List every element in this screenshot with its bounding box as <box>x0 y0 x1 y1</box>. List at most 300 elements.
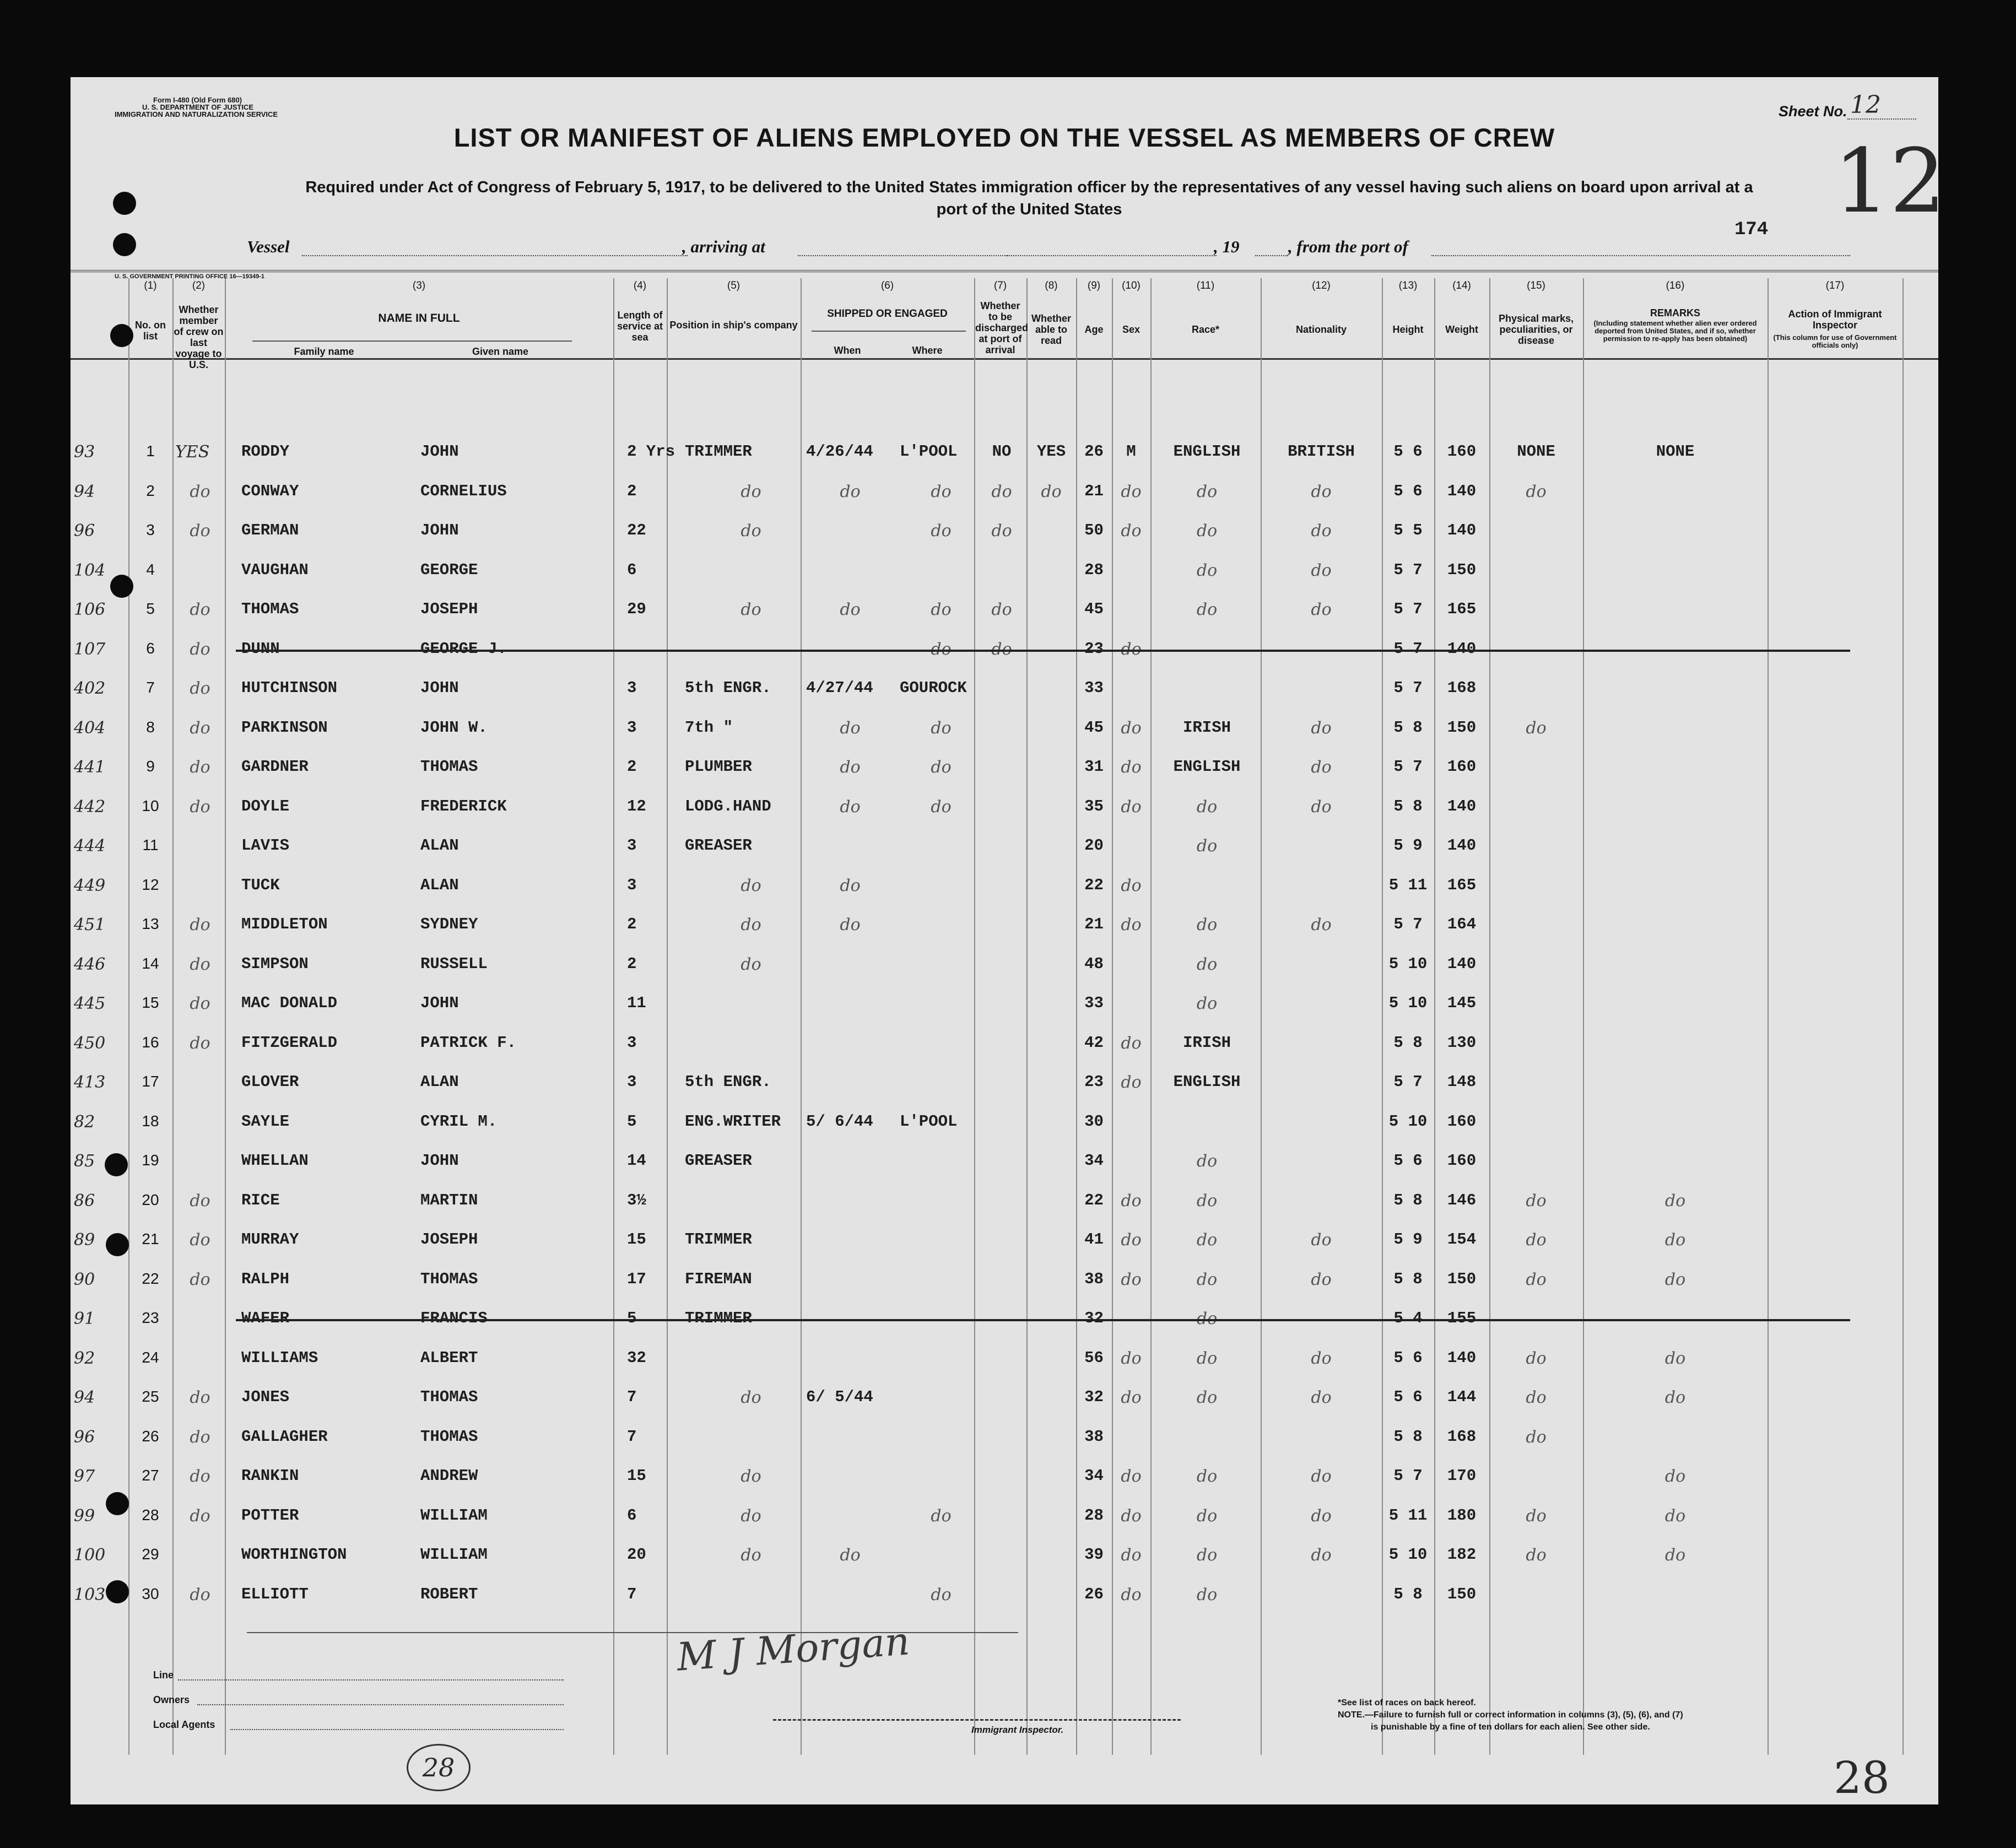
given-name: SYDNEY <box>420 915 478 933</box>
list-number: 23 <box>142 1309 159 1326</box>
race: do <box>1196 1309 1218 1328</box>
position: TRIMMER <box>685 1309 752 1327</box>
race: do <box>1196 1546 1218 1565</box>
col-num-14: (14) <box>1452 280 1471 291</box>
service-length: 2 <box>627 915 637 933</box>
service-length: 3 <box>627 1033 637 1052</box>
punch-hole <box>113 233 136 256</box>
weight: 165 <box>1447 876 1477 894</box>
sex: do <box>1121 1230 1142 1250</box>
form-title: LIST OR MANIFEST OF ALIENS EMPLOYED ON THE VESSEL AS MEMBERS OF CREW <box>453 123 1555 152</box>
family-name: WAFER <box>241 1309 290 1327</box>
family-name: WHELLAN <box>241 1152 309 1170</box>
given-name: FRANCIS <box>420 1309 488 1327</box>
race: do <box>1196 1230 1218 1250</box>
subtitle-line-1: Required under Act of Congress of February 5, 1917, to be delivered to the United States immigration officer by the representatives of any vessel having such aliens on board upon arrival at a <box>305 179 1753 196</box>
age: 20 <box>1084 836 1104 855</box>
physical-marks: do <box>1526 718 1547 738</box>
position: PLUMBER <box>685 758 752 776</box>
crew-row <box>71 714 1938 753</box>
from-port-label: , from the port of <box>1288 237 1408 256</box>
big-sheet-number: 12 <box>1834 129 1946 233</box>
height: 5 8 <box>1393 1585 1423 1603</box>
position: 5th ENGR. <box>685 679 771 697</box>
nationality: do <box>1311 1467 1332 1486</box>
service-length: 12 <box>627 797 646 815</box>
nationality: do <box>1311 1388 1332 1407</box>
col-label-position: Position in ship's company <box>669 320 798 331</box>
family-name: WILLIAMS <box>241 1348 318 1367</box>
manifest-number: 442 <box>74 797 106 817</box>
shipped-where: do <box>931 758 952 777</box>
crew-row <box>71 438 1938 477</box>
col-num-8: (8) <box>1045 280 1058 291</box>
family-name: GALLAGHER <box>241 1427 328 1446</box>
list-number: 4 <box>146 560 155 578</box>
sex: do <box>1121 915 1142 934</box>
service-length: 5 <box>627 1309 637 1327</box>
crew-row <box>71 950 1938 989</box>
nationality: do <box>1311 521 1332 541</box>
given-name: JOHN <box>420 679 459 697</box>
given-name-header: Given name <box>472 346 529 357</box>
discharged: NO <box>992 442 1012 461</box>
position: GREASER <box>685 836 752 855</box>
nationality: do <box>1311 1506 1332 1526</box>
height: 5 6 <box>1393 482 1423 500</box>
weight: 144 <box>1447 1388 1477 1406</box>
form-id: Form I-480 (Old Form 680) <box>153 96 242 104</box>
col-label-name: NAME IN FULL <box>378 312 460 325</box>
physical-marks: do <box>1526 1348 1547 1368</box>
service-length: 7 <box>627 1388 637 1406</box>
prev-voyage: do <box>190 1585 210 1604</box>
height: 5 6 <box>1393 1348 1423 1367</box>
weight: 146 <box>1447 1191 1477 1209</box>
crew-row <box>71 1581 1938 1619</box>
sheet-number: 12 <box>1850 91 1881 119</box>
physical-marks: do <box>1526 1427 1547 1447</box>
family-name: FITZGERALD <box>241 1033 338 1052</box>
sex: do <box>1121 1467 1142 1486</box>
family-name: DUNN <box>241 639 280 658</box>
list-number: 26 <box>142 1427 159 1445</box>
service-length: 3 <box>627 1073 637 1091</box>
crew-row <box>71 1541 1938 1580</box>
manifest-number: 85 <box>74 1152 95 1171</box>
race: ENGLISH <box>1173 1073 1241 1091</box>
weight: 140 <box>1447 521 1477 539</box>
department: U. S. DEPARTMENT OF JUSTICE <box>142 103 253 111</box>
family-name: PARKINSON <box>241 718 328 737</box>
col-num-6: (6) <box>880 280 894 291</box>
vessel-label: Vessel <box>247 237 290 256</box>
line-field[interactable] <box>178 1679 564 1681</box>
race: do <box>1196 1348 1218 1368</box>
col-num-1: (1) <box>144 280 157 291</box>
sex: do <box>1121 718 1142 738</box>
manifest-number: 89 <box>74 1230 95 1250</box>
col-label-action: Action of Immigrant Inspector <box>1788 309 1882 331</box>
local-agents-field[interactable] <box>230 1729 564 1730</box>
crew-row <box>71 990 1938 1028</box>
given-name: JOHN <box>420 442 459 461</box>
col-label-nationality: Nationality <box>1295 324 1347 335</box>
col-label-age: Age <box>1084 324 1104 335</box>
punch-hole <box>106 1233 129 1256</box>
race: do <box>1196 797 1218 817</box>
service-length: 5 <box>627 1112 637 1131</box>
shipped-when: 6/ 5/44 <box>806 1388 873 1406</box>
races-note: *See list of races on back hereof. <box>1338 1698 1476 1707</box>
weight: 140 <box>1447 797 1477 815</box>
subtitle-line-2: port of the United States <box>936 201 1122 218</box>
height: 5 7 <box>1393 639 1423 658</box>
service-length: 3 <box>627 718 637 737</box>
where-header: Where <box>912 345 943 356</box>
inspector-label: Immigrant Inspector. <box>971 1725 1064 1735</box>
arriving-field[interactable] <box>798 255 1007 256</box>
manifest-number: 444 <box>74 836 106 856</box>
crew-row <box>71 1305 1938 1343</box>
physical-marks: do <box>1526 1191 1547 1211</box>
sex: M <box>1126 442 1136 461</box>
weight: 150 <box>1447 560 1477 579</box>
crew-row <box>71 556 1938 595</box>
height: 5 7 <box>1393 1073 1423 1091</box>
given-name: WILLIAM <box>420 1506 488 1525</box>
prev-voyage: do <box>190 954 210 974</box>
manifest-number: 445 <box>74 994 106 1013</box>
weight: 180 <box>1447 1506 1477 1525</box>
arriving-field-2[interactable] <box>1007 255 1217 256</box>
given-name: THOMAS <box>420 1388 478 1406</box>
list-number: 5 <box>146 600 155 617</box>
weight: 148 <box>1447 1073 1477 1091</box>
height: 5 11 <box>1388 1506 1428 1525</box>
crew-row <box>71 793 1938 831</box>
position: do <box>741 521 761 541</box>
race: do <box>1196 1467 1218 1486</box>
col-num-12: (12) <box>1312 280 1331 291</box>
list-number: 13 <box>142 915 159 932</box>
weight: 140 <box>1447 954 1477 973</box>
service-length: 22 <box>627 521 646 539</box>
manifest-number: 94 <box>74 1388 95 1407</box>
position: FIREMAN <box>685 1269 752 1288</box>
family-name: TUCK <box>241 876 280 894</box>
given-name: JOHN <box>420 994 459 1012</box>
year-field[interactable] <box>1255 255 1288 256</box>
shipped-when: 4/27/44 <box>806 679 873 697</box>
weight: 150 <box>1447 1269 1477 1288</box>
service-length: 2 <box>627 482 637 500</box>
form-id-block <box>115 96 278 118</box>
weight: 164 <box>1447 915 1477 933</box>
position: LODG.HAND <box>685 797 771 815</box>
family-name: ELLIOTT <box>241 1585 309 1603</box>
manifest-sheet <box>71 77 1946 1804</box>
shipped-where: do <box>931 639 952 659</box>
family-name: RODDY <box>241 442 290 461</box>
family-name-header: Family name <box>294 346 354 357</box>
service-length: 6 <box>627 1506 637 1525</box>
sex: do <box>1121 1073 1142 1092</box>
col-num-17: (17) <box>1825 280 1845 291</box>
physical-marks: do <box>1526 1506 1547 1526</box>
crew-row <box>71 1502 1938 1541</box>
height: 5 7 <box>1393 679 1423 697</box>
age: 32 <box>1084 1388 1104 1406</box>
shipped-where: L'POOL <box>900 1112 958 1131</box>
service-length: 29 <box>627 600 646 618</box>
crew-row <box>71 517 1938 555</box>
prev-voyage: do <box>190 482 210 501</box>
given-name: ROBERT <box>420 1585 478 1603</box>
punch-hole <box>110 575 133 598</box>
age: 23 <box>1084 1073 1104 1091</box>
position: TRIMMER <box>685 1230 752 1249</box>
weight: 154 <box>1447 1230 1477 1249</box>
race: IRISH <box>1182 1033 1231 1052</box>
prev-voyage: do <box>190 1467 210 1486</box>
sex: do <box>1121 1388 1142 1407</box>
nationality: do <box>1311 1269 1332 1289</box>
weight: 150 <box>1447 718 1477 737</box>
manifest-number: 449 <box>74 876 106 895</box>
age: 28 <box>1084 1506 1104 1525</box>
col-label-discharged: Whether to be discharged at port of arrival <box>975 300 1029 355</box>
remarks-note: (Including statement whether alien ever ordered deported from United States, and if so, whether permission to re-apply has been obtained) <box>1593 319 1757 343</box>
age: 39 <box>1084 1546 1104 1564</box>
sex: do <box>1121 482 1142 501</box>
sex: do <box>1121 797 1142 817</box>
col-num-4: (4) <box>633 280 647 291</box>
when-header: When <box>834 345 861 356</box>
strike-through-line <box>236 650 1850 652</box>
vessel-field[interactable] <box>302 255 688 256</box>
col-label-sex: Sex <box>1122 324 1141 335</box>
family-name: CONWAY <box>241 482 299 500</box>
remarks: do <box>1664 1230 1686 1250</box>
service-length: 2 <box>627 954 637 973</box>
nationality: do <box>1311 482 1332 501</box>
height: 5 5 <box>1393 521 1423 539</box>
crew-row <box>71 1108 1938 1147</box>
service-length: 2 <box>627 758 637 776</box>
service-length: 3 <box>627 836 637 855</box>
race: do <box>1196 1269 1218 1289</box>
race: do <box>1196 482 1218 501</box>
age: 21 <box>1084 482 1104 500</box>
age: 34 <box>1084 1152 1104 1170</box>
physical-marks: do <box>1526 1388 1547 1407</box>
nationality: do <box>1311 718 1332 738</box>
remarks: NONE <box>1656 442 1695 461</box>
manifest-number: 90 <box>74 1269 95 1289</box>
col-num-3: (3) <box>412 280 426 291</box>
height: 5 4 <box>1393 1309 1423 1327</box>
given-name: ALAN <box>420 1073 459 1091</box>
age: 35 <box>1084 797 1104 815</box>
weight: 182 <box>1447 1546 1477 1564</box>
list-number: 9 <box>146 758 155 775</box>
shipped-when: do <box>840 758 861 777</box>
height: 5 7 <box>1393 915 1423 933</box>
col-label-remarks: REMARKS <box>1650 307 1700 318</box>
prev-voyage: do <box>190 1269 210 1289</box>
age: 28 <box>1084 560 1104 579</box>
col-label-shipped: SHIPPED OR ENGAGED <box>827 308 948 320</box>
crew-row <box>71 478 1938 516</box>
prev-voyage: YES <box>175 442 210 462</box>
given-name: GEORGE J. <box>420 639 507 658</box>
height: 5 10 <box>1388 994 1428 1012</box>
sex: do <box>1121 521 1142 541</box>
given-name: THOMAS <box>420 1269 478 1288</box>
remarks: do <box>1664 1191 1686 1211</box>
punch-hole <box>110 324 133 347</box>
col-num-11: (11) <box>1196 280 1215 291</box>
age: 38 <box>1084 1427 1104 1446</box>
list-number: 25 <box>142 1388 159 1405</box>
race: do <box>1196 915 1218 934</box>
shipped-where: do <box>931 600 952 619</box>
age: 22 <box>1084 876 1104 894</box>
given-name: RUSSELL <box>420 954 488 973</box>
remarks: do <box>1664 1348 1686 1368</box>
punch-hole <box>106 1492 129 1515</box>
prev-voyage: do <box>190 1230 210 1250</box>
manifest-number: 413 <box>74 1073 106 1092</box>
given-name: ALBERT <box>420 1348 478 1367</box>
sex: do <box>1121 1191 1142 1211</box>
printing-office: U. S. GOVERNMENT PRINTING OFFICE 16—19349-1 <box>115 273 265 280</box>
height: 5 7 <box>1393 600 1423 618</box>
list-number: 12 <box>142 876 159 893</box>
family-name: JONES <box>241 1388 290 1406</box>
list-number: 21 <box>142 1230 159 1247</box>
corner-page-number: 28 <box>1834 1752 1890 1803</box>
height: 5 9 <box>1393 1230 1423 1249</box>
col-label-weight: Weight <box>1445 324 1478 335</box>
discharged: do <box>991 521 1012 541</box>
inspector-line[interactable] <box>773 1719 1181 1721</box>
sheet-number-line <box>1847 118 1916 120</box>
position: do <box>741 482 761 501</box>
list-number: 29 <box>142 1546 159 1563</box>
age: 48 <box>1084 954 1104 973</box>
family-name: RANKIN <box>241 1467 299 1485</box>
age: 38 <box>1084 1269 1104 1288</box>
age: 32 <box>1084 1309 1104 1327</box>
position: TRIMMER <box>685 442 752 461</box>
race: do <box>1196 836 1218 856</box>
header-rule <box>71 270 1938 272</box>
list-number: 1 <box>146 442 155 460</box>
col-num-7: (7) <box>993 280 1007 291</box>
owners-field[interactable] <box>197 1704 564 1705</box>
weight: 160 <box>1447 1152 1477 1170</box>
name-subheader-rule <box>252 341 572 342</box>
service-length: 3 <box>627 679 637 697</box>
family-name: LAVIS <box>241 836 290 855</box>
given-name: CYRIL M. <box>420 1112 498 1131</box>
shipped-when: do <box>840 876 861 895</box>
family-name: MURRAY <box>241 1230 299 1249</box>
list-number: 30 <box>142 1585 159 1602</box>
service-length: 6 <box>627 560 637 579</box>
punch-hole <box>106 1580 129 1603</box>
physical-marks: do <box>1526 1269 1547 1289</box>
service-length: 11 <box>627 994 646 1012</box>
family-name: SIMPSON <box>241 954 309 973</box>
race: do <box>1196 1585 1218 1604</box>
shipped-where: do <box>931 797 952 817</box>
height: 5 8 <box>1393 1191 1423 1209</box>
given-name: ALAN <box>420 876 459 894</box>
list-number: 19 <box>142 1152 159 1169</box>
list-number: 8 <box>146 718 155 736</box>
prev-voyage: do <box>190 1388 210 1407</box>
height: 5 6 <box>1393 442 1423 461</box>
manifest-number: 96 <box>74 521 95 541</box>
sex: do <box>1121 1033 1142 1053</box>
given-name: THOMAS <box>420 758 478 776</box>
fine-note-2: is punishable by a fine of ten dollars for each alien. See other side. <box>1371 1722 1650 1732</box>
weight: 165 <box>1447 600 1477 618</box>
discharged: do <box>991 482 1012 501</box>
nationality: do <box>1311 1230 1332 1250</box>
list-number: 22 <box>142 1269 159 1287</box>
manifest-number: 450 <box>74 1033 106 1053</box>
crew-row <box>71 1187 1938 1225</box>
from-port-field[interactable] <box>1431 255 1850 256</box>
col-num-5: (5) <box>727 280 741 291</box>
list-number: 18 <box>142 1112 159 1130</box>
year-label: , 19 <box>1214 237 1240 256</box>
age: 30 <box>1084 1112 1104 1131</box>
col-num-10: (10) <box>1122 280 1141 291</box>
family-name: GLOVER <box>241 1073 299 1091</box>
discharged: do <box>991 639 1012 659</box>
list-number: 11 <box>142 836 159 853</box>
weight: 168 <box>1447 679 1477 697</box>
crew-row <box>71 1384 1938 1422</box>
given-name: JOSEPH <box>420 1230 478 1249</box>
height: 5 8 <box>1393 1033 1423 1052</box>
physical-marks: do <box>1526 1546 1547 1565</box>
weight: 145 <box>1447 994 1477 1012</box>
action-note: (This column for use of Government officials only) <box>1773 333 1897 349</box>
shipped-where: do <box>931 1585 952 1604</box>
height: 5 7 <box>1393 758 1423 776</box>
weight: 160 <box>1447 1112 1477 1131</box>
col-num-2: (2) <box>192 280 206 291</box>
col-num-9: (9) <box>1087 280 1101 291</box>
position: do <box>741 600 761 619</box>
subtitle <box>153 176 1905 220</box>
family-name: RALPH <box>241 1269 290 1288</box>
list-number: 16 <box>142 1033 159 1051</box>
age: 34 <box>1084 1467 1104 1485</box>
nationality: do <box>1311 1546 1332 1565</box>
sex: do <box>1121 1546 1142 1565</box>
given-name: MARTIN <box>420 1191 478 1209</box>
height: 5 6 <box>1393 1152 1423 1170</box>
service-length: 17 <box>627 1269 646 1288</box>
height: 5 10 <box>1388 1546 1428 1564</box>
